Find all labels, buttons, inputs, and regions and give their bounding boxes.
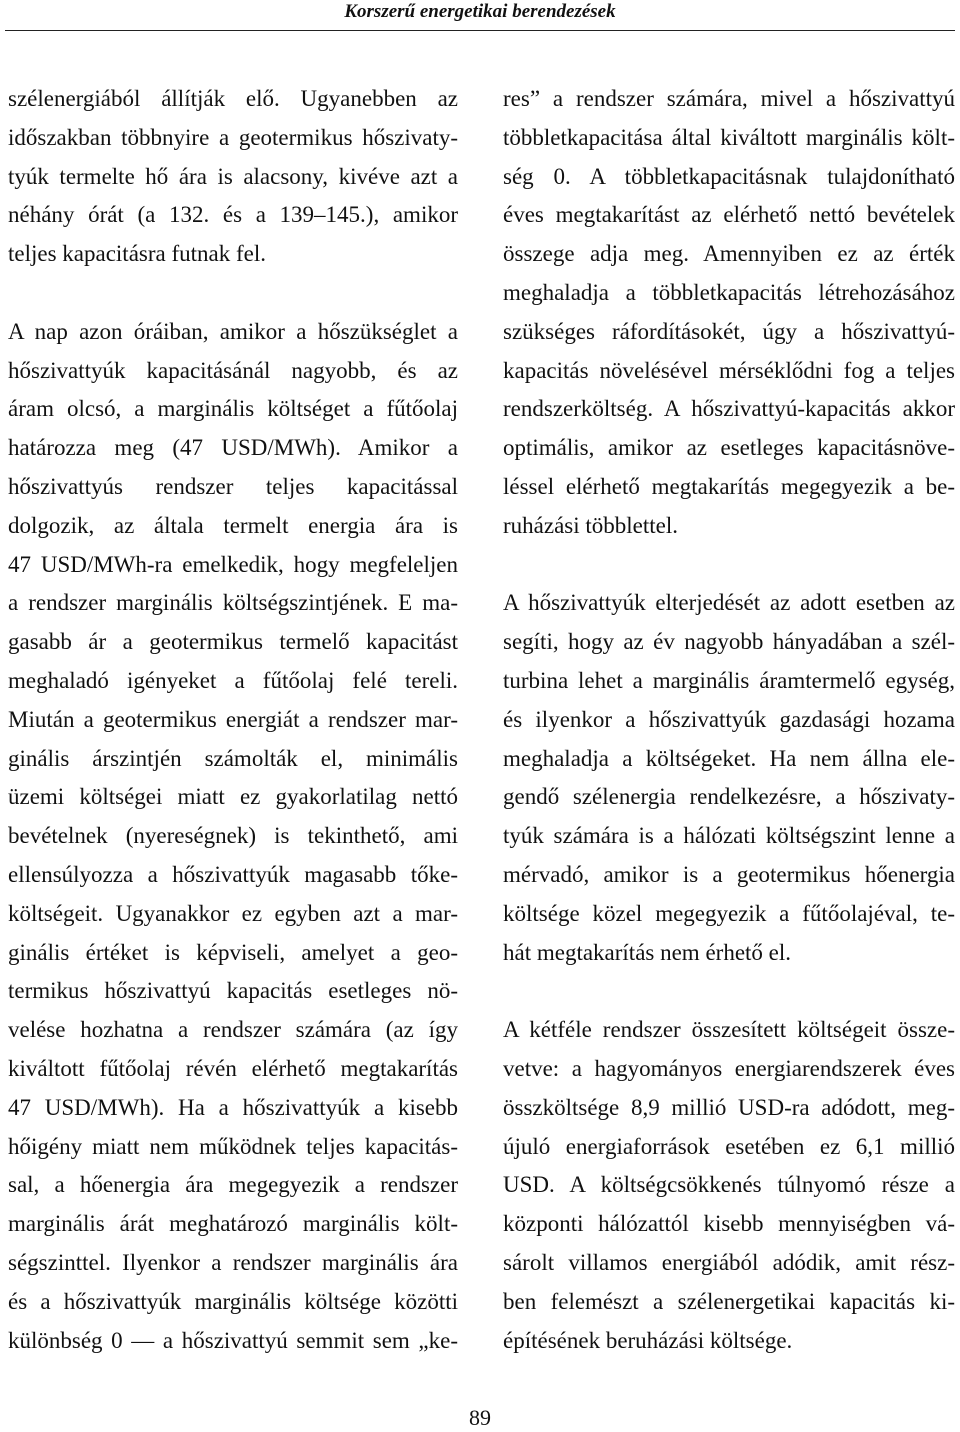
text-line: res” a rendszer számára, mivel a hőszivattyú [503, 86, 955, 111]
text-line: többletkapacitása által kiváltott marginális költ- [503, 124, 955, 150]
text-line: ségszinttel. Ilyenkor a rendszer marginális ára [8, 1249, 458, 1275]
text-line: mérvadó, amikor is a geotermikus hőenergia [503, 861, 955, 887]
text-line: sárolt villamos energiából adódik, amit rész- [503, 1249, 955, 1275]
text-line: hőszivattyús rendszer teljes kapacitással [8, 473, 458, 499]
text-line: építésének beruházási költsége. [503, 1327, 793, 1353]
text-line: teljes kapacitásra futnak fel. [8, 241, 266, 267]
text-line: időszakban többnyire a geotermikus hőszivaty- [8, 124, 458, 150]
text-line: költsége közel megegyezik a fűtőolajéval, te- [503, 900, 955, 926]
text-line: Miután a geotermikus energiát a rendszer mar- [8, 706, 458, 732]
text-line: termikus hőszivattyú kapacitás esetleges nö- [8, 978, 458, 1004]
text-line: ruházási többlettel. [503, 512, 678, 538]
text-line: meghaladja a többletkapacitás létrehozásához [503, 279, 955, 305]
left-column [8, 80, 458, 1360]
text-line: szükséges ráfordításokét, úgy a hőszivattyú- [503, 318, 955, 344]
text-line: különbség 0 — a hőszivattyú semmit sem „ke- [8, 1327, 458, 1353]
text-line: 47 USD/MWh). Ha a hőszivattyúk a kisebb [8, 1094, 458, 1120]
text-line: optimális, amikor az esetleges kapacitásnöve- [503, 435, 955, 461]
text-line: meghaladja a költségeket. Ha nem állna ele- [503, 745, 955, 771]
text-line: üzemi költségei miatt ez gyakorlatilag nettó [8, 784, 458, 810]
text-line: ginális értéket is képviseli, amelyet a geo- [8, 939, 458, 965]
paragraph [8, 313, 458, 1361]
text-line: kiváltott fűtőolaj révén elérhető megtakarítás [8, 1055, 458, 1081]
text-line: tyúk számára is a hálózati költségszint lenne a [503, 823, 955, 849]
text-line: határozza meg (47 USD/MWh). Amikor a [8, 435, 458, 461]
text-line: hőszivattyúk kapacitásánál nagyobb, és az [8, 357, 458, 383]
text-line: vetve: a hagyományos energiarendszerek éves [503, 1055, 955, 1081]
right-column [503, 80, 955, 1360]
text-line: rendszerköltség. A hőszivattyú-kapacitás akkor [503, 396, 955, 422]
paragraph [503, 1011, 955, 1360]
text-line: ginális árszintjén számolták el, minimális [8, 745, 458, 771]
text-line: kapacitás növelésével mérséklődni fog a teljes [503, 357, 955, 383]
text-line: léssel elérhető megtakarítás megegyezik a be- [503, 473, 955, 499]
text-line: ben felemészt a szélenergetikai kapacitás ki- [503, 1288, 955, 1314]
text-line: ellensúlyozza a hőszivattyúk magasabb tőke- [8, 861, 458, 887]
text-line: tyúk termelte hő ára is alacsony, kivéve azt a [8, 163, 458, 189]
paragraph [8, 80, 458, 274]
text-line: szélenergiából állítják elő. Ugyanebben az [8, 86, 458, 111]
text-line: hát megtakarítás nem érhető el. [503, 939, 792, 965]
paragraph [503, 80, 955, 546]
text-line: turbina lehet a marginális áramtermelő egység, [503, 667, 955, 693]
text-line: meghaladó igényeket a fűtőolaj felé tereli. [8, 667, 458, 693]
text-line: A nap azon óráiban, amikor a hőszükséglet a [8, 318, 458, 344]
text-line: néhány órát (a 132. és a 139–145.), amikor [8, 202, 458, 228]
text-line: gasabb ár a geotermikus termelő kapacitást [8, 629, 458, 655]
running-header-title: Korszerű energetikai berendezések [344, 1, 616, 22]
text-line: költségeit. Ugyanakkor ez egyben azt a mar- [8, 900, 458, 926]
text-line: a rendszer marginális költségszintjének. E ma- [8, 590, 458, 616]
text-line: USD. A költségcsökkenés túlnyomó része a [503, 1172, 955, 1198]
text-line: A hőszivattyúk elterjedését az adott esetben az [503, 590, 955, 616]
text-line: éves megtakarítást az elérhető nettó bevételek [503, 202, 955, 228]
text-line: áram olcsó, a marginális költséget a fűtőolaj [8, 396, 458, 422]
text-line: gendő szélenergia rendelkezésre, a hőszivaty- [503, 784, 955, 810]
text-line: összege adja meg. Amennyiben ez az érték [503, 241, 955, 267]
text-line: és ilyenkor a hőszivattyúk gazdasági hozama [503, 706, 955, 732]
text-line: központi hálózattól kisebb mennyiségben vá- [503, 1211, 955, 1237]
text-line: 47 USD/MWh-ra emelkedik, hogy megfeleljen [8, 551, 458, 577]
text-line: sal, a hőenergia ára megegyezik a rendszer [8, 1172, 458, 1198]
text-line: dolgozik, az általa termelt energia ára is [8, 512, 458, 538]
text-line: ség 0. A többletkapacitásnak tulajdonítható [503, 163, 955, 189]
header-rule [5, 30, 955, 31]
text-line: hőigény miatt nem működnek teljes kapacitás- [8, 1133, 458, 1159]
text-line: marginális árát meghatározó marginális költ- [8, 1211, 458, 1237]
text-line: segíti, hogy az év nagyobb hányadában a szél- [503, 629, 955, 655]
page-number: 89 [469, 1405, 491, 1430]
text-line: velése hozhatna a rendszer számára (az így [8, 1017, 458, 1043]
text-line: összköltsége 8,9 millió USD-ra adódott, meg- [503, 1094, 955, 1120]
text-line: A kétféle rendszer összesített költségeit össze- [503, 1017, 955, 1043]
text-line: és a hőszivattyúk marginális költsége közötti [8, 1288, 458, 1314]
paragraph [503, 584, 955, 972]
text-line: újuló energiaforrások esetében ez 6,1 millió [503, 1133, 955, 1159]
text-line: bevételnek (nyereségnek) is tekinthető, ami [8, 823, 458, 849]
